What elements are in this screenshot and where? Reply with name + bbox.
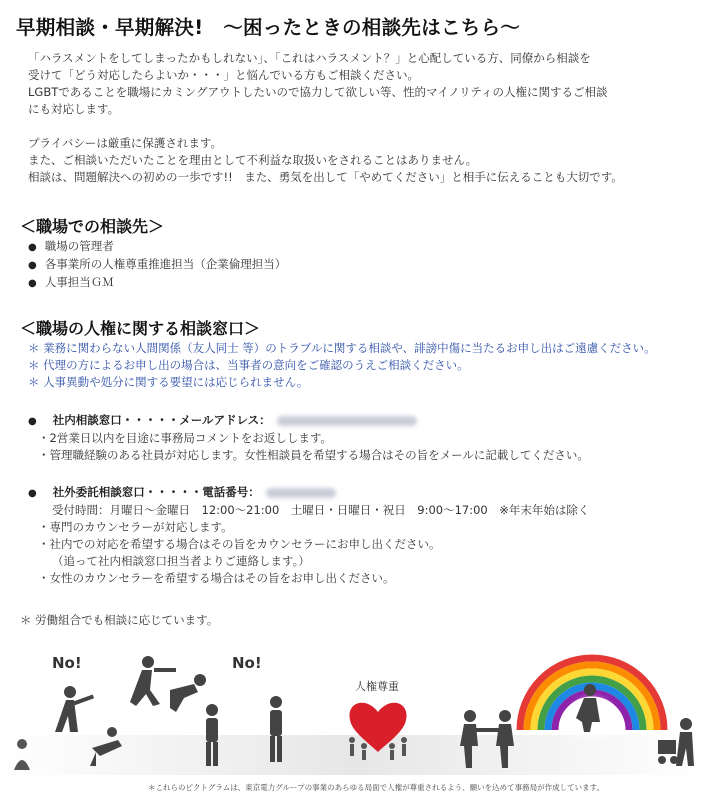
- internal-line: ・管理職経験のある社員が対応します。女性相談員を希望する場合はその旨をメールに記載してください。: [38, 448, 589, 462]
- external-line: （追って社内相談窓口担当者よりご連絡します。）: [52, 554, 310, 568]
- workplace-heading: ＜職場での相談先＞: [20, 217, 165, 236]
- figure-falling-icon: [170, 674, 206, 712]
- figure-aggressor-icon: [55, 686, 94, 732]
- redacted-phone: [266, 488, 336, 498]
- intro-line: 「ハラスメントをしてしまったかもしれない」、「これはハラスメント？」と心配している方、同僚から相談を: [28, 51, 591, 65]
- pictogram-caption: ＊これらのピクトグラムは、東京電力グループの事業のあらゆる局面で人権が尊重されるよう、願いを込めて事務局が作成しています。: [148, 783, 605, 792]
- reception-hours: 受付時間：月曜日～金曜日 12:00～21:00 土曜日・日曜日・祝日 9:00～17:00 ※年末年始は除く: [52, 503, 590, 517]
- external-contact: [28, 484, 589, 587]
- no-label-1: No!: [52, 654, 82, 672]
- bullet-icon: ●: [28, 416, 37, 427]
- external-contact-label: 社外委託相談窓口・・・・・電話番号：: [52, 485, 260, 499]
- union-note: ＊ 労働組合でも相談に応じています。: [20, 613, 219, 627]
- intro-line: 相談は、問題解決への初めの一歩です!! また、勇気を出して「やめてください」と相手に伝えることも大切です。: [28, 170, 623, 184]
- intro-line: 受けて「どう対応したらよいか・・・」と悩んでいる方もご相談ください。: [28, 68, 419, 82]
- page-title: 早期相談・早期解決! ～困ったときの相談先はこちら～: [16, 16, 521, 39]
- internal-contact: [28, 412, 589, 464]
- intro-line: LGBTであることを職場にカミングアウトしたいので協力して欲しい等、性的マイノリティの人権に関するご相談: [28, 85, 608, 99]
- rights-heading: ＜職場の人権に関する相談窓口＞: [20, 319, 261, 338]
- redacted-email: [277, 416, 417, 426]
- internal-contact-header: [28, 412, 589, 430]
- list-item: ● 職場の管理者: [28, 238, 286, 256]
- intro-line: また、ご相談いただいたことを理由として不利益な取扱いをされることはありません。: [28, 153, 478, 167]
- heart-label: 人権尊重: [355, 680, 399, 693]
- external-line: ・専門のカウンセラーが対応します。: [38, 520, 233, 534]
- bullet-icon: ●: [28, 488, 37, 499]
- figure-pointing-icon: [130, 656, 176, 706]
- intro-text: [28, 50, 623, 186]
- external-line: ・女性のカウンセラーを希望する場合はその旨をお申し出ください。: [38, 571, 395, 585]
- note-item: ＊ 業務に関わらない人間関係（友人同士 等）のトラブルに関する相談や、誹謗中傷に当たるお申し出はご遠慮ください。: [28, 340, 656, 357]
- intro-line: にも対応します。: [28, 102, 120, 116]
- spacer: [28, 118, 623, 135]
- note-item: ＊ 人事異動や処分に関する要望には応じられません。: [28, 374, 656, 391]
- rights-notes: [28, 340, 656, 391]
- note-item: ＊ 代理の方によるお申し出の場合は、当事者の意向をご確認のうえご相談ください。: [28, 357, 656, 374]
- list-item: ● 各事業所の人権尊重推進担当（企業倫理担当）: [28, 256, 286, 274]
- list-item: ● 人事担当ＧＭ: [28, 274, 286, 292]
- workplace-list: [28, 238, 286, 292]
- internal-line: ・2営業日以内を目途に事務局コメントをお返しします。: [38, 431, 332, 445]
- internal-contact-label: 社内相談窓口・・・・・メールアドレス：: [52, 413, 271, 427]
- intro-line: プライバシーは厳重に保護されます。: [28, 136, 223, 150]
- external-contact-header: [28, 484, 589, 502]
- pictogram-strip: [0, 640, 710, 780]
- no-label-2: No!: [232, 654, 262, 672]
- external-line: ・社内での対応を希望する場合はその旨をカウンセラーにお申し出ください。: [38, 537, 441, 551]
